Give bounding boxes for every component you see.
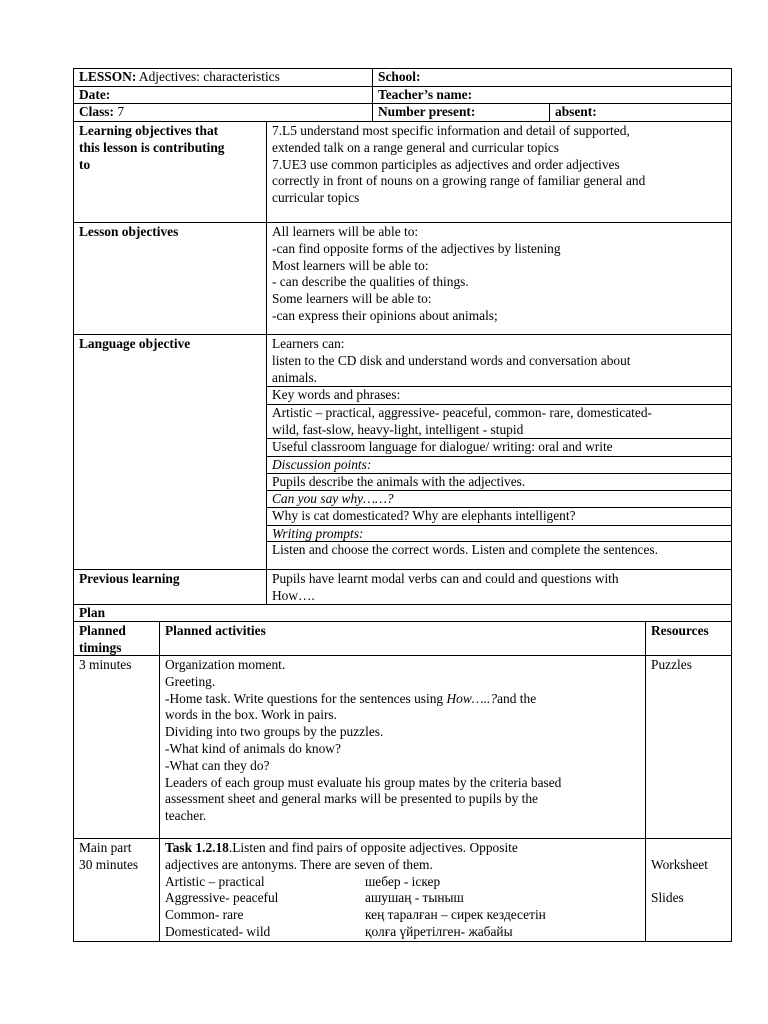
objective-line: extended talk on a range general and curricular topics <box>272 139 560 155</box>
class-cell <box>74 104 374 121</box>
col-timings-header <box>74 622 159 655</box>
pair-kazakh: кең таралған – сирек кездесетін <box>365 907 546 923</box>
learners-can-line: animals. <box>272 369 317 385</box>
pair-english: Artistic – practical <box>165 873 265 889</box>
pair-kazakh: шебер - іскер <box>365 873 441 889</box>
lesson-objectives-row <box>73 222 732 335</box>
pair-english: Aggressive- peaceful <box>165 890 279 906</box>
activity-line: assessment sheet and general marks will be presented to pupils by the <box>165 791 538 807</box>
task-label: Task 1.2.18 <box>165 840 229 855</box>
number-present-cell <box>373 104 549 121</box>
lesson-value: Adjectives: characteristics <box>138 69 280 84</box>
school-label: School: <box>378 69 421 84</box>
learners-can-line: Learners can: <box>272 336 345 351</box>
lesson-objective-line: Most learners will be able to: <box>272 257 429 273</box>
lesson-objectives-content <box>267 223 731 334</box>
writing-prompts: Listen and choose the correct words. Listen and complete the sentences. <box>272 542 658 557</box>
pair-kazakh: ашушаң - тыныш <box>365 890 464 906</box>
date-label: Date: <box>79 87 111 102</box>
language-objective-content <box>267 335 731 569</box>
header-row-lesson <box>73 68 732 87</box>
writing-prompts-title: Writing prompts: <box>272 526 364 541</box>
objective-line: correctly in front of nouns on a growing range of familiar general and <box>272 173 646 189</box>
activity-line: Dividing into two groups by the puzzles. <box>165 724 384 740</box>
timing-cell: 3 minutes <box>79 657 132 672</box>
teacher-cell <box>373 87 731 103</box>
task-line <box>165 840 640 857</box>
adjective-pair <box>165 924 640 941</box>
lesson-cell <box>74 69 374 86</box>
pair-english: Common- rare <box>165 907 244 923</box>
timing-line: Main part <box>79 840 132 855</box>
plan-header-row <box>73 621 732 656</box>
pair-kazakh: қолға үйретілген- жабайы <box>365 923 513 939</box>
learning-objectives-row <box>73 121 732 223</box>
activity-line: -What kind of animals do know? <box>165 740 341 756</box>
activity-line: words in the box. Work in pairs. <box>165 707 337 723</box>
adjective-pair <box>165 874 640 891</box>
lesson-objective-line: -can find opposite forms of the adjectives by listening <box>272 240 561 256</box>
language-objective-label: Language objective <box>79 336 191 351</box>
col-resources-header: Resources <box>651 623 709 638</box>
plan-title-row <box>73 604 732 622</box>
class-value: 7 <box>117 104 125 119</box>
plan-title: Plan <box>79 605 106 620</box>
learning-objectives-label <box>74 122 266 222</box>
key-words-block <box>267 405 731 439</box>
resource-cell: Puzzles <box>651 657 692 672</box>
learning-objectives-content <box>267 122 731 222</box>
pair-english: Domesticated- wild <box>165 923 271 939</box>
header-row-date <box>73 86 732 104</box>
previous-learning-content <box>267 570 731 604</box>
number-present-label: Number present: <box>378 104 476 119</box>
activity-text: -Home task. Write questions for the sentences using <box>165 690 447 706</box>
previous-learning-line: Pupils have learnt modal verbs can and could and questions with <box>272 571 619 586</box>
activity-line: Leaders of each group must evaluate his group mates by the criteria based <box>165 774 562 790</box>
objective-line: 7.UE3 use common participles as adjectives and order adjectives <box>272 156 620 172</box>
discussion-points: Pupils describe the animals with the adjectives. <box>272 474 526 489</box>
activity-text: and the <box>497 690 537 706</box>
resource-worksheet: Worksheet <box>651 857 708 872</box>
activity-line: Organization moment. <box>165 657 286 672</box>
class-label: Class: <box>79 104 114 119</box>
objective-line: curricular topics <box>272 190 360 206</box>
learning-objectives-label-line: this lesson is contributing <box>79 139 225 155</box>
resource-slides: Slides <box>651 889 684 905</box>
learners-can-block <box>267 336 731 386</box>
task-text: .Listen and find pairs of opposite adjectives. Opposite <box>228 840 518 855</box>
school-cell <box>373 69 731 86</box>
lesson-objective-line: All learners will be able to: <box>272 224 419 239</box>
lesson-objective-line: - can describe the qualities of things. <box>272 274 469 290</box>
lesson-objective-line: Some learners will be able to: <box>272 291 432 307</box>
absent-cell <box>550 104 731 121</box>
col-timings-line: Planned <box>79 623 126 638</box>
classroom-language: Useful classroom language for dialogue/ writing: oral and write <box>272 439 613 454</box>
key-words-title: Key words and phrases: <box>272 387 401 402</box>
plan-row-main-part <box>73 838 732 942</box>
activity-line: Greeting. <box>165 673 216 689</box>
can-you-say: Why is cat domesticated? Why are elephants intelligent? <box>272 508 576 523</box>
previous-learning-line: How…. <box>272 587 315 603</box>
adjective-pair <box>165 907 640 924</box>
adjective-pair <box>165 890 640 907</box>
learners-can-line: listen to the CD disk and understand words and conversation about <box>272 352 631 368</box>
header-row-class <box>73 103 732 122</box>
resource-cell <box>646 839 731 941</box>
key-words-line: Artistic – practical, aggressive- peaceful, common- rare, domesticated- <box>272 405 652 420</box>
absent-label: absent: <box>555 104 597 119</box>
plan-row-organization <box>73 655 732 839</box>
lesson-label: LESSON: <box>79 69 137 84</box>
activities-cell <box>160 656 645 838</box>
activity-line: teacher. <box>165 808 207 824</box>
learning-objectives-label-line: to <box>79 156 91 172</box>
teacher-label: Teacher’s name: <box>378 87 473 102</box>
learning-objectives-label-line: Learning objectives that <box>79 123 219 138</box>
discussion-points-title: Discussion points: <box>272 457 372 472</box>
col-activities-header: Planned activities <box>165 623 266 638</box>
previous-learning-row <box>73 569 732 605</box>
lesson-objectives-label: Lesson objectives <box>79 224 179 239</box>
date-cell <box>74 87 374 103</box>
previous-learning-label: Previous learning <box>79 571 180 586</box>
objective-line: 7.L5 understand most specific information and detail of supported, <box>272 123 630 138</box>
task-line: adjectives are antonyms. There are seven of them. <box>165 856 433 872</box>
can-you-say-title: Can you say why……? <box>272 491 394 506</box>
key-words-line: wild, fast-slow, heavy-light, intelligent - stupid <box>272 421 524 437</box>
language-objective-row <box>73 334 732 570</box>
col-timings-line: timings <box>79 639 122 655</box>
timing-cell <box>74 839 159 941</box>
activity-italic: How…..? <box>446 690 498 706</box>
timing-line: 30 minutes <box>79 856 139 872</box>
activity-line <box>165 691 640 708</box>
activity-line: -What can they do? <box>165 757 270 773</box>
lesson-objective-line: -can express their opinions about animals; <box>272 307 498 323</box>
activities-cell <box>160 839 645 941</box>
